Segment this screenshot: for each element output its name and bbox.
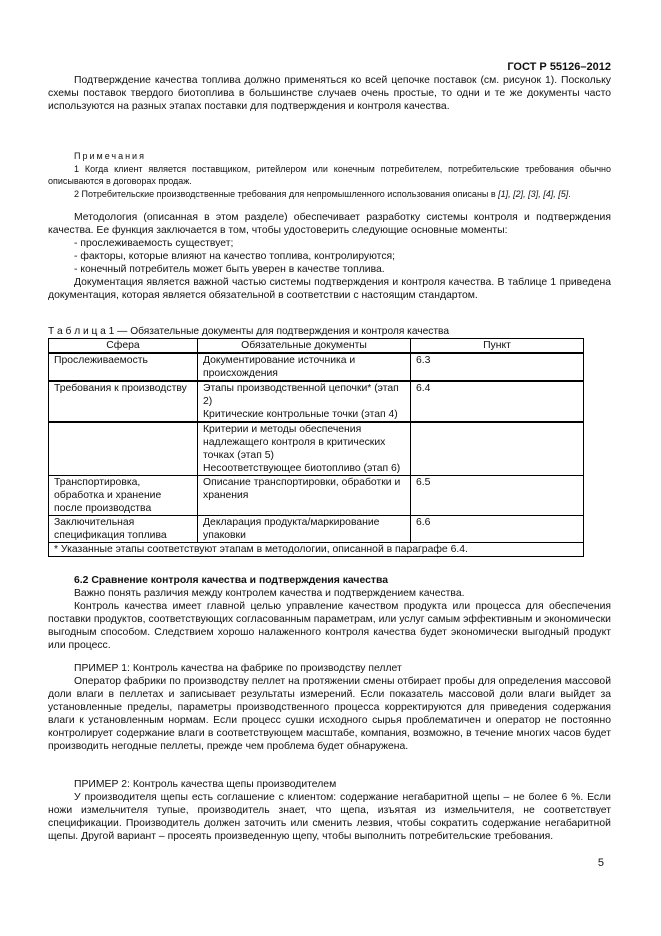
example-1: ПРИМЕР 1: Контроль качества на фабрике по производству пеллет Оператор фабрики по производству пеллет на протяжении смены отбирает пробы для определения массовой доли влаги в пеллетах и записывает результаты измерений. Если показатель массовой доли влаги выйдет за установленные пределы, параметры производственного процесса корректируются для приведения содержания влаги к установленным нормам. Если процесс сушки исходного сырья проблематичен и оператор не постоянно контролирует содержание влаги в соответствующем масштабе, компания, возможно, в течение многих часов будет производить негодные пеллеты, прежде чем проблема будет обнаружена. xyxy=(48,663,611,752)
notes-title: Примечания xyxy=(74,151,146,161)
note-1: 1 Когда клиент является поставщиком, ритейлером или конечным потребителем, потребительские требования обычно описываются в договорах продаж. xyxy=(48,163,611,186)
bullet: - прослеживаемость существует; xyxy=(74,238,234,249)
page-number: 5 xyxy=(597,857,604,869)
table-row: Критерии и методы обеспечения надлежащего контроля в критических точках (этап 5) Несоответствующее биотопливо (этап 6) xyxy=(49,422,584,476)
table-1 xyxy=(48,325,611,557)
table-row: Транспортировка, обработка и хранение после производства Описание транспортировки, обработки и хранения 6.5 xyxy=(49,476,584,516)
intro-paragraph: Подтверждение качества топлива должно применяться ко всей цепочке поставок (см. рисунок 1). Поскольку схемы поставок твердого биотоплива в большинстве случаев очень простые, то одни и те же документы часто используются на разных этапах поставки для подтверждения и контроля качества. xyxy=(48,75,611,112)
note-2: 2 Потребительские производственные требования для непромышленного использования описаны в [1], [2], [3], [4], [5]. xyxy=(74,188,571,199)
table-row: Требования к производству Этапы производственной цепочки* (этап 2) Критические контрольные точки (этап 4) 6.4 xyxy=(49,381,584,422)
example-title: ПРИМЕР 2: Контроль качества щепы производителем xyxy=(74,779,337,790)
example-2: ПРИМЕР 2: Контроль качества щепы производителем У производителя щепы есть соглашение с клиентом: содержание негабаритной щепы – не более 6 %. Если ножи измельчителя тупые, производитель знает, что щепа, изъятая из измельчителя, не соответствует спецификации. Производитель должен заточить или сменить лезвия, чтобы сократить содержание негабаритной щепы. Другой вариант – просеять произведенную щепу, чтобы выполнить потребительские требования. xyxy=(48,779,611,842)
table-caption: Т а б л и ц а 1 — Обязательные документы для подтверждения и контроля качества xyxy=(48,326,449,337)
table-row: Заключительная спецификация топлива Декларация продукта/маркирование упаковки 6.6 xyxy=(49,516,584,543)
documentation-paragraph: Документация является важной частью системы подтверждения и контроля качества. В таблице 1 приведена документация, которая является обязательной в соответствии с настоящим стандартом. xyxy=(48,277,611,301)
section-title: 6.2 Сравнение контроля качества и подтверждения качества xyxy=(74,575,389,586)
example-title: ПРИМЕР 1: Контроль качества на фабрике по производству пеллет xyxy=(74,663,402,674)
table-row: Прослеживаемость Документирование источника и происхождения 6.3 xyxy=(49,353,584,381)
bullet: - конечный потребитель может быть уверен в качестве топлива. xyxy=(74,264,385,275)
methodology-paragraph: Методология (описанная в этом разделе) обеспечивает разработку системы контроля и подтверждения качества. Ее функция заключается в том, чтобы удостоверить следующие основные моменты: xyxy=(48,212,611,236)
bullet: - факторы, которые влияют на качество топлива, контролируются; xyxy=(74,251,396,262)
notes-block xyxy=(48,150,611,200)
methodology-section xyxy=(48,211,611,302)
document-header: ГОСТ Р 55126–2012 xyxy=(507,61,611,73)
section-6-2: 6.2 Сравнение контроля качества и подтверждения качества Важно понять различия между контролем качества и подтверждением качества. Контроль качества имеет главной целью управление качеством продукта или процесса для обеспечения поставки продуктов, соответствующих согласованным параметрам, или услуг самым эффективным и экономически выгодным способом. Следствием хорошо налаженного контроля качества будет экономически выгодный продукт или процесс. xyxy=(48,575,611,651)
table-header-row: Сфера Обязательные документы Пункт xyxy=(49,339,584,354)
table-footnote-row: * Указанные этапы соответствуют этапам в методологии, описанной в параграфе 6.4. xyxy=(49,543,584,557)
